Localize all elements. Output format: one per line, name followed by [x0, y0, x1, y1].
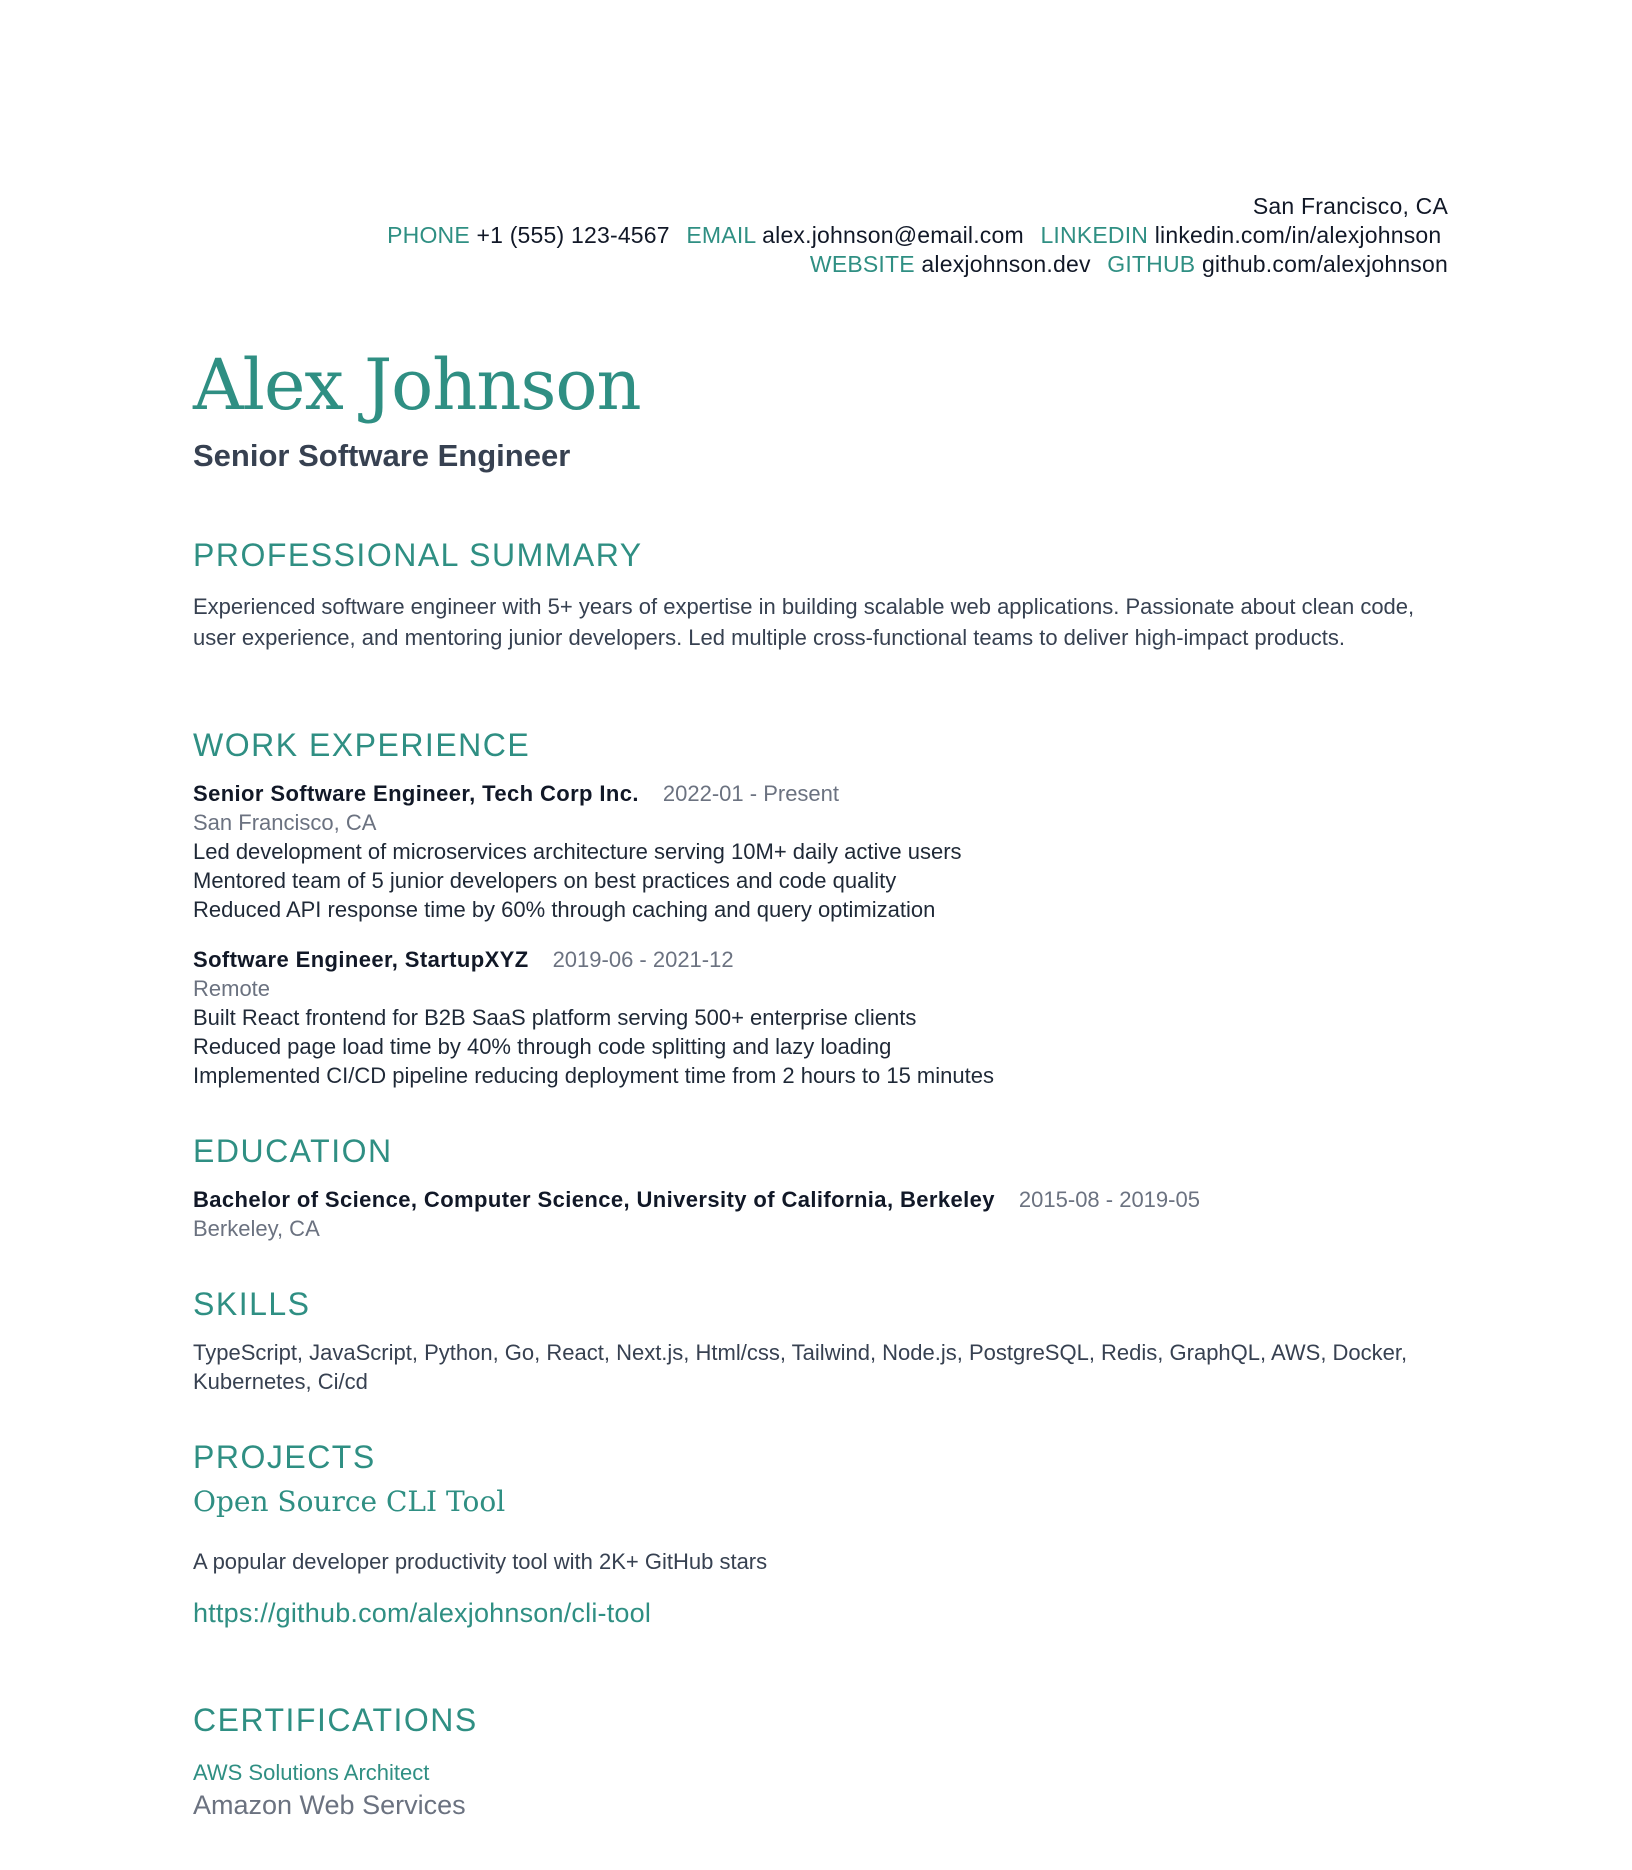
job-bullet: Mentored team of 5 junior developers on best practices and code quality	[193, 868, 897, 893]
candidate-name: Alex Johnson	[193, 344, 641, 426]
education-header	[193, 1185, 1200, 1214]
job-bullet: Led development of microservices architecture serving 10M+ daily active users	[193, 839, 962, 864]
skills-list: TypeScript, JavaScript, Python, Go, React, Next.js, Html/css, Tailwind, Node.js, PostgreSQL, Redis, GraphQL, AWS, Docker, Kubernetes, Ci/cd	[193, 1340, 1408, 1394]
job-bullet: Reduced page load time by 40% through code splitting and lazy loading	[193, 1034, 892, 1059]
job-entry	[193, 945, 994, 1090]
phone-value: +1 (555) 123-4567	[476, 222, 670, 248]
education-heading: EDUCATION	[193, 1133, 393, 1169]
contact-row-2	[387, 250, 1448, 279]
contact-website[interactable]	[810, 251, 1091, 277]
contact-github[interactable]	[1107, 251, 1448, 277]
email-value[interactable]: alex.johnson@email.com	[762, 222, 1024, 248]
certification-issuer: Amazon Web Services	[193, 1790, 466, 1820]
job-location: Remote	[193, 976, 271, 1001]
linkedin-label: LINKEDIN	[1040, 222, 1149, 248]
certifications-heading: CERTIFICATIONS	[193, 1702, 478, 1738]
education-entry	[193, 1185, 1200, 1243]
linkedin-value[interactable]: linkedin.com/in/alexjohnson	[1154, 222, 1442, 248]
education-dates: 2015-08 - 2019-05	[1018, 1187, 1200, 1212]
contact-location-row	[387, 192, 1448, 221]
education-location: Berkeley, CA	[193, 1216, 320, 1241]
job-header	[193, 945, 994, 974]
job-role: Software Engineer, StartupXYZ	[193, 947, 529, 972]
job-dates: 2019-06 - 2021-12	[552, 947, 734, 972]
github-label: GITHUB	[1107, 251, 1196, 277]
contact-block	[387, 192, 1448, 279]
contact-row-1	[387, 221, 1448, 250]
experience-heading: WORK EXPERIENCE	[193, 727, 531, 763]
job-entry	[193, 779, 962, 924]
education-degree: Bachelor of Science, Computer Science, University of California, Berkeley	[193, 1187, 995, 1212]
github-value[interactable]: github.com/alexjohnson	[1201, 251, 1448, 277]
summary-heading: PROFESSIONAL SUMMARY	[193, 537, 643, 573]
projects-heading: PROJECTS	[193, 1439, 376, 1475]
candidate-title: Senior Software Engineer	[193, 438, 571, 473]
job-location: San Francisco, CA	[193, 810, 377, 835]
email-label: EMAIL	[686, 222, 756, 248]
website-label: WEBSITE	[809, 251, 915, 277]
job-dates: 2022-01 - Present	[662, 781, 840, 806]
contact-email[interactable]	[686, 222, 1023, 248]
project-name: Open Source CLI Tool	[193, 1485, 506, 1518]
job-bullet: Built React frontend for B2B SaaS platform serving 500+ enterprise clients	[193, 1005, 917, 1030]
phone-label: PHONE	[387, 222, 470, 248]
job-bullet: Reduced API response time by 60% through caching and query optimization	[193, 897, 936, 922]
contact-linkedin[interactable]	[1040, 222, 1448, 248]
contact-phone	[387, 222, 670, 248]
contact-location: San Francisco, CA	[1252, 193, 1448, 219]
job-bullet: Implemented CI/CD pipeline reducing deployment time from 2 hours to 15 minutes	[193, 1063, 994, 1088]
certification-name: AWS Solutions Architect	[193, 1760, 430, 1785]
website-value[interactable]: alexjohnson.dev	[921, 251, 1091, 277]
project-link[interactable]: https://github.com/alexjohnson/cli-tool	[193, 1598, 652, 1628]
summary-text: Experienced software engineer with 5+ years of expertise in building scalable web applications. Passionate about clean code, user experience, and mentoring junior developers. Led multiple cross-functional teams to deliver high-impact products.	[193, 594, 1415, 650]
job-role: Senior Software Engineer, Tech Corp Inc.	[193, 781, 639, 806]
skills-heading: SKILLS	[193, 1286, 311, 1322]
project-description: A popular developer productivity tool with 2K+ GitHub stars	[193, 1549, 768, 1574]
job-header	[193, 779, 962, 808]
